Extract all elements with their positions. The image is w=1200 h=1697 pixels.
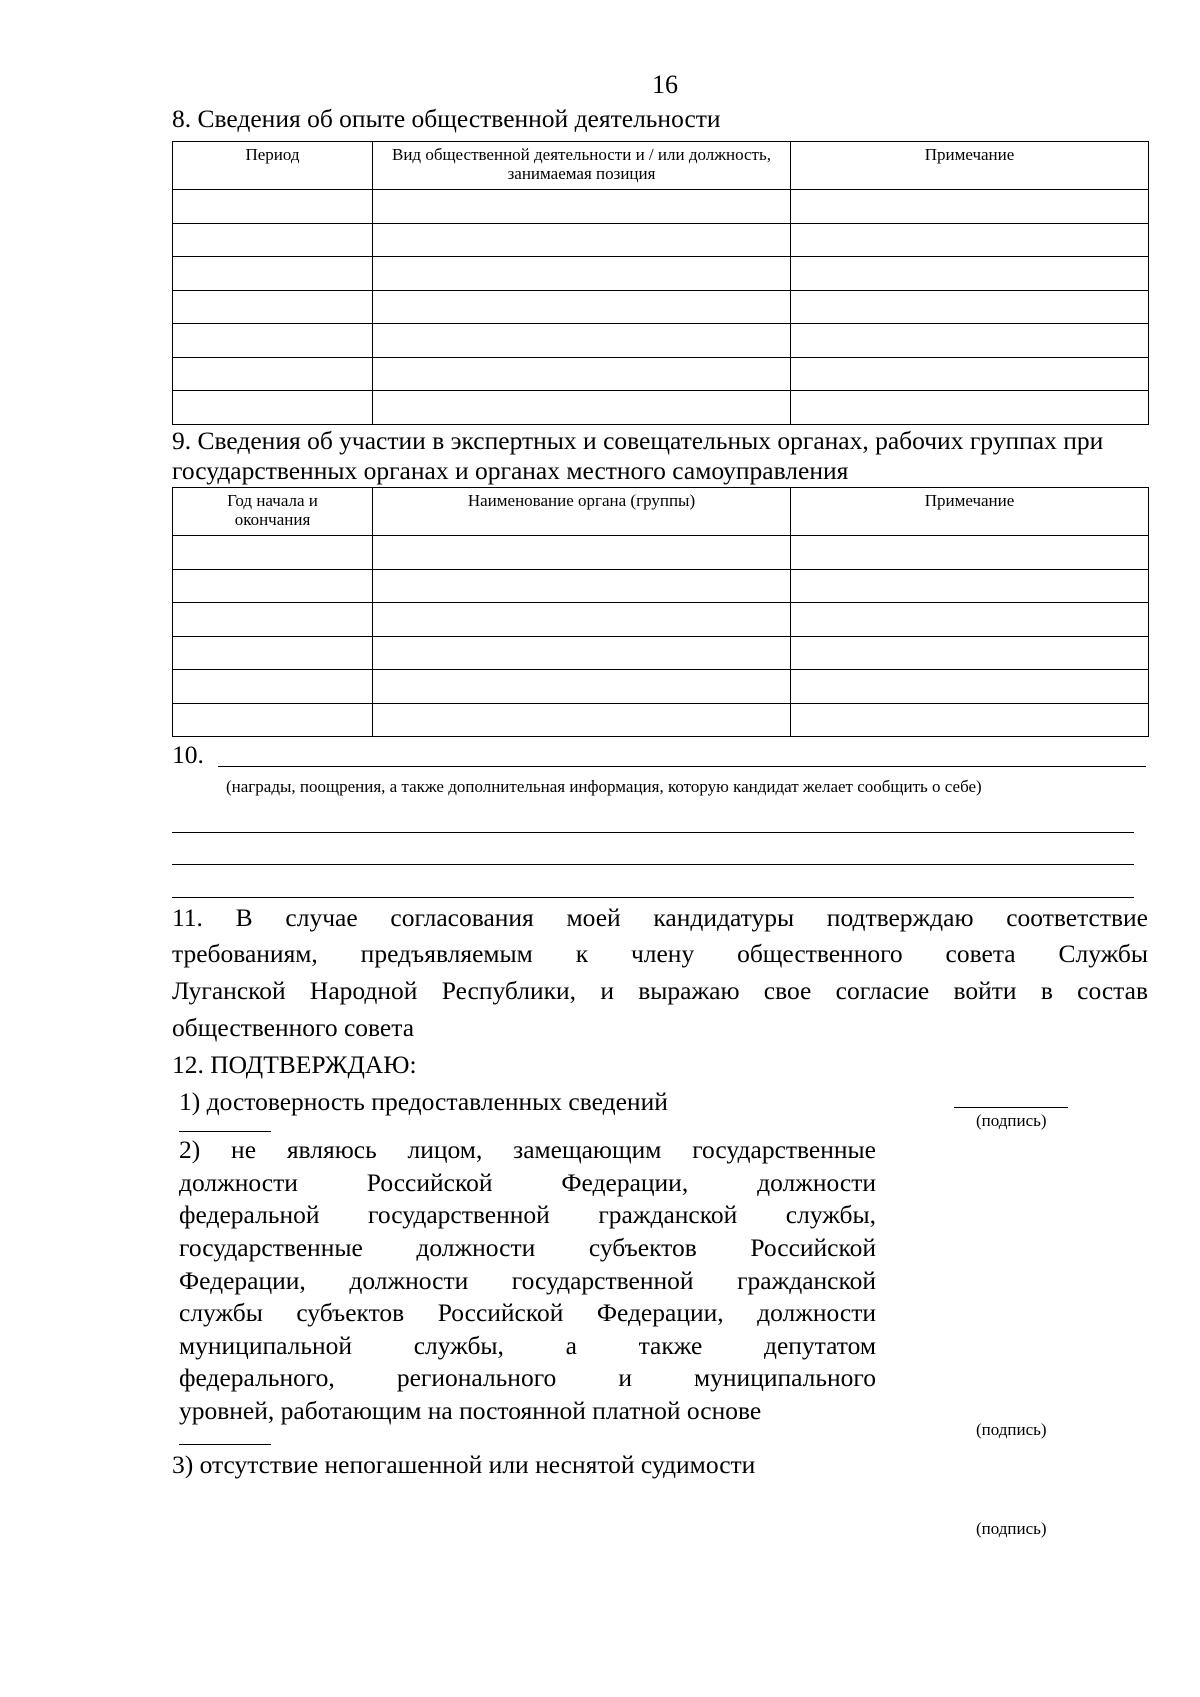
column-header-activity: Вид общественной деятельности и / или должность, занимаемая позиция (373, 142, 791, 190)
table-cell[interactable] (791, 391, 1149, 425)
table-cell[interactable] (173, 391, 373, 425)
additional-info-line[interactable] (172, 832, 1134, 833)
table-cell[interactable] (373, 257, 791, 291)
table-cell[interactable] (173, 257, 373, 291)
column-header-note: Примечание (791, 488, 1149, 536)
additional-info-line[interactable] (218, 766, 1146, 767)
table-row (173, 324, 1149, 358)
table-cell[interactable] (373, 603, 791, 637)
short-rule (179, 1444, 271, 1445)
section-9-title-line-2: государственных органах и органах местного самоуправления (172, 456, 849, 485)
table-cell[interactable] (373, 670, 791, 704)
confirmation-item-2-line: государственные должности субъектов Российской (179, 1233, 876, 1262)
table-cell[interactable] (791, 223, 1149, 257)
table-cell[interactable] (173, 190, 373, 224)
table-cell[interactable] (373, 223, 791, 257)
table-cell[interactable] (791, 536, 1149, 570)
table-row (173, 670, 1149, 704)
table-row (173, 536, 1149, 570)
confirmation-item-2-line: службы субъектов Российской Федерации, должности (179, 1298, 876, 1327)
column-header-period: Период (173, 142, 373, 190)
additional-info-line[interactable] (172, 897, 1134, 898)
section-9-title-line-1: 9. Сведения об участии в экспертных и совещательных органах, рабочих группах при (172, 426, 1104, 455)
table-cell[interactable] (791, 357, 1149, 391)
table-cell[interactable] (373, 190, 791, 224)
table-cell[interactable] (791, 324, 1149, 358)
confirmation-item-3: 3) отсутствие непогашенной или неснятой судимости (172, 1450, 756, 1479)
table-cell[interactable] (173, 703, 373, 737)
table-cell[interactable] (373, 636, 791, 670)
table-cell[interactable] (173, 636, 373, 670)
table-cell[interactable] (791, 636, 1149, 670)
table-cell[interactable] (173, 569, 373, 603)
column-header-years: Год начала и окончания (173, 488, 373, 536)
section-11-line: Луганской Народной Республики, и выражаю свое согласие войти в состав (172, 976, 1148, 1005)
table-cell[interactable] (173, 670, 373, 704)
public-activity-table (172, 141, 1149, 425)
confirmation-item-2-line: Федерации, должности государственной гражданской (179, 1266, 876, 1295)
table-cell[interactable] (373, 391, 791, 425)
table-cell[interactable] (791, 290, 1149, 324)
section-10-number: 10. (172, 740, 204, 769)
confirmation-item-2-line: федеральной государственной гражданской службы, (179, 1200, 876, 1229)
confirmation-item-2-line: уровней, работающим на постоянной платной основе (179, 1396, 762, 1425)
additional-info-line[interactable] (172, 864, 1134, 865)
table-cell[interactable] (791, 703, 1149, 737)
table-cell[interactable] (373, 703, 791, 737)
section-11-line: общественного совета (172, 1013, 415, 1042)
table-row (173, 190, 1149, 224)
signature-label-2: (подпись) (976, 1420, 1047, 1439)
table-row (173, 357, 1149, 391)
table-row (173, 223, 1149, 257)
table-cell[interactable] (173, 357, 373, 391)
confirmation-item-2-line: муниципальной службы, а также депутатом (179, 1331, 876, 1360)
section-10-caption: (награды, поощрения, а также дополнительная информация, которую кандидат желает сообщить о себе) (226, 777, 982, 796)
table-row (173, 603, 1149, 637)
section-11-line: требованиям, предъявляемым к члену общественного совета Службы (172, 939, 1148, 968)
expert-bodies-table (172, 487, 1149, 737)
table-cell[interactable] (791, 569, 1149, 603)
table-row (173, 703, 1149, 737)
table-cell[interactable] (791, 190, 1149, 224)
confirmation-item-1: 1) достоверность предоставленных сведений (179, 1087, 668, 1116)
signature-line-1[interactable] (954, 1107, 1068, 1108)
table-row (173, 636, 1149, 670)
table-row (173, 569, 1149, 603)
table-cell[interactable] (173, 324, 373, 358)
table-cell[interactable] (373, 536, 791, 570)
table-cell[interactable] (791, 603, 1149, 637)
confirmation-item-2-line: должности Российской Федерации, должности (179, 1168, 876, 1197)
table-cell[interactable] (173, 223, 373, 257)
table-cell[interactable] (373, 324, 791, 358)
signature-label-1: (подпись) (976, 1111, 1047, 1130)
short-rule (179, 1131, 271, 1132)
table-cell[interactable] (373, 290, 791, 324)
table-cell[interactable] (373, 357, 791, 391)
table-cell[interactable] (173, 290, 373, 324)
table-cell[interactable] (373, 569, 791, 603)
confirmation-item-2-line: федерального, регионального и муниципального (179, 1363, 876, 1392)
section-8-title: 8. Сведения об опыте общественной деятельности (172, 104, 721, 133)
table-cell[interactable] (791, 670, 1149, 704)
signature-label-3: (подпись) (976, 1519, 1047, 1538)
column-header-body-name: Наименование органа (группы) (373, 488, 791, 536)
table-cell[interactable] (173, 603, 373, 637)
section-12-title: 12. ПОДТВЕРЖДАЮ: (172, 1050, 417, 1079)
table-cell[interactable] (791, 257, 1149, 291)
table-cell[interactable] (173, 536, 373, 570)
table-row (173, 290, 1149, 324)
table-row (173, 391, 1149, 425)
page-number: 16 (652, 70, 678, 99)
column-header-note: Примечание (791, 142, 1149, 190)
section-11-line: 11. В случае согласования моей кандидатуры подтверждаю соответствие (172, 903, 1148, 932)
confirmation-item-2-line: 2) не являюсь лицом, замещающим государственные (179, 1135, 876, 1164)
table-row (173, 257, 1149, 291)
